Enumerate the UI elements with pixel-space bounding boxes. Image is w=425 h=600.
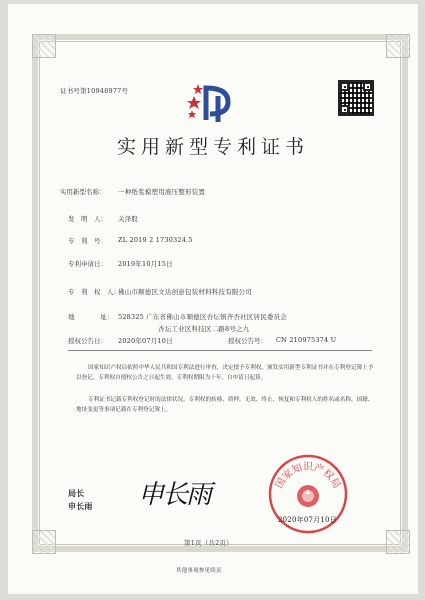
seal-text: 国家知识产权局	[273, 462, 343, 491]
patent-number-label: 专 利 号：	[68, 237, 107, 245]
patentee-label: 专 利 权 人：	[68, 288, 120, 296]
inventor-label: 发 明 人：	[68, 215, 107, 223]
certificate-sheet	[8, 4, 418, 594]
inventor-value: 关泽股	[118, 215, 139, 223]
address-line-1: 528325 广东省佛山市顺德区杏坛镇齐杏社区居民委员会	[118, 313, 287, 321]
patentee-value: 佛山市顺德区文达创意包装材料科技有限公司	[118, 288, 252, 296]
filing-date-label: 专利申请日：	[68, 260, 107, 268]
corner-ornament	[32, 34, 56, 58]
address-label: 地 址：	[68, 313, 114, 321]
certificate-number: 证书号第10948977号	[60, 87, 129, 95]
patent-office-logo-icon	[186, 82, 244, 124]
utility-name-label: 实用新型名称：	[60, 188, 106, 196]
page-number: 第1页（共2页）	[184, 539, 233, 547]
director-name: 申长雨	[68, 502, 93, 511]
footer-note: 其他事项参见续页	[176, 568, 222, 574]
patent-number-value: ZL 2019 2 1730324.5	[118, 236, 193, 244]
legal-paragraph-2: 专利证书记载专利权登记时的法律状况。专利权的转移、质押、无效、终止、恢复和专利权人的姓名或名称、国籍、地址变更等事项记载在专利登记簿上。	[76, 397, 374, 413]
director-title: 局长	[68, 489, 85, 498]
qr-code	[338, 80, 374, 116]
grant-number-label: 授权公告号：	[228, 337, 267, 345]
certificate-title: 实用新型专利证书	[116, 136, 309, 158]
grant-date-label: 授权公告日：	[68, 337, 107, 345]
corner-ornament	[32, 530, 56, 554]
filing-date-value: 2019年10月15日	[118, 260, 173, 268]
address-line-2: 杏坛工业区科技区二路8号之九	[158, 325, 250, 333]
handwritten-signature: 申长雨	[138, 480, 211, 510]
seal-date: 2020年07月10日	[278, 516, 337, 524]
corner-ornament	[386, 530, 410, 554]
legal-paragraph-1: 国家知识产权局依照中华人民共和国专利法进行审查，决定授予专利权，颁发实用新型专利证书并在专利登记簿上予以登记。专利权自授权公告之日起生效。专利权期限为十年，自申请日起算。	[76, 365, 374, 381]
utility-name-value: 一种纸浆模塑用液压整形装置	[118, 188, 206, 196]
grant-number-value: CN 210975374 U	[276, 336, 337, 344]
grant-date-value: 2020年07月10日	[118, 337, 173, 345]
corner-ornament	[386, 34, 410, 58]
divider	[68, 350, 372, 351]
